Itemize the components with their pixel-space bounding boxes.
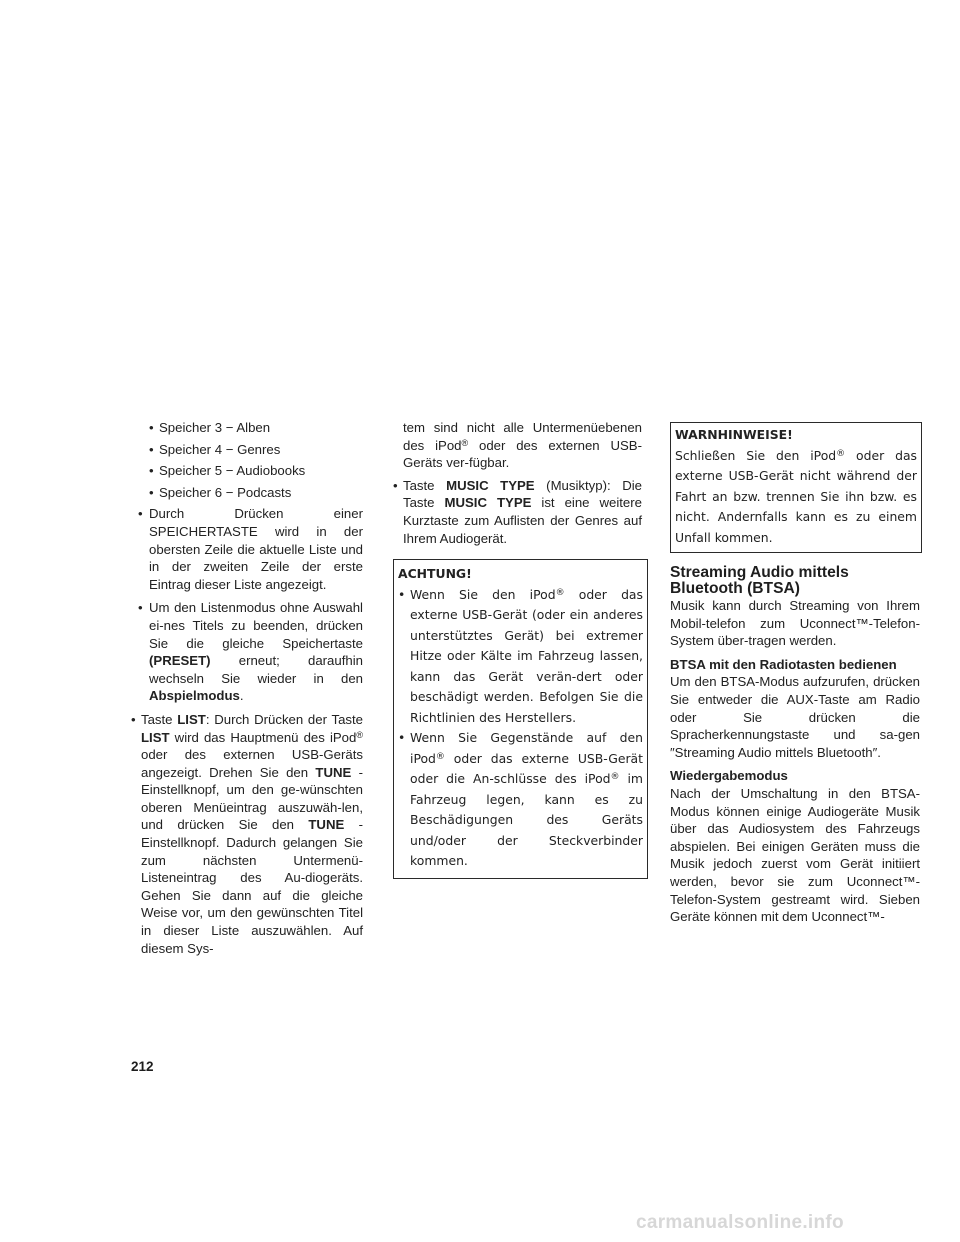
registered-mark: ® bbox=[461, 437, 469, 448]
warning-title: WARNHINWEISE! bbox=[675, 427, 793, 442]
list-item bbox=[131, 711, 363, 957]
paragraph: Musik kann durch Streaming von Ihrem Mobil-telefon zum Uconnect™-Telefon-System über-tragen werden. bbox=[670, 598, 920, 649]
list-item bbox=[131, 441, 363, 459]
list-item bbox=[131, 484, 363, 502]
tune-key-label: TUNE bbox=[308, 817, 345, 833]
caution-item-text: Wenn Sie Gegenstände auf den iPod® oder das externe USB-Gerät oder die An-schlüsse des iPod® im Fahrzeug legen, kann es zu Beschädigungen des Geräts und/oder der Steckverbinder kommen. bbox=[410, 730, 643, 869]
registered-mark: ® bbox=[356, 729, 363, 740]
column-1 bbox=[131, 419, 363, 957]
list-item bbox=[131, 599, 363, 705]
registered-mark: ® bbox=[435, 751, 445, 762]
list-item bbox=[131, 505, 363, 593]
list-item-text: Durch Drücken einer SPEICHERTASTE wird in der obersten Zeile die aktuelle Liste und in der zweiten Zeile der erste Eintrag dieser Liste angezeigt. bbox=[149, 506, 363, 592]
paragraph: Um den BTSA-Modus aufzurufen, drücken Sie entweder die AUX-Taste am Radio oder Sie drücken die Spracherkennungstaste und sa-gen ″Streaming Audio mittels Bluetooth″. bbox=[670, 674, 920, 760]
warning-text: Schließen Sie den iPod® oder das externe USB-Gerät nicht während der Fahrt an bzw. trennen Sie ihn bzw. es nicht. Andernfalls kann es zu einem Unfall kommen. bbox=[675, 447, 917, 545]
list-item bbox=[393, 477, 642, 547]
list-item-text: Speicher 3 − Alben bbox=[159, 420, 271, 435]
section-heading: Streaming Audio mittels Bluetooth (BTSA) bbox=[670, 564, 849, 597]
list-item-text: Taste LIST: Durch Drücken der Taste LIST wird das Hauptmenü des iPod® oder des externen USB-Geräts angezeigt. Drehen Sie den TUNE -Einstellknopf, um den ge-wünschten oberen Menüeintrag auszuwäh-len, und drücken Sie den TUNE -Einstellknopf. Dadurch gelangen Sie zum nächsten Untermenü-Listeneintrag des Au-diogeräts. Gehen Sie dann auf die gleiche Weise vor, um den gewünschten Titel in dieser Liste auszuwählen. Auf diesem Sys- bbox=[141, 711, 363, 956]
caution-box bbox=[393, 559, 648, 879]
music-type-key-label: MUSIC TYPE bbox=[444, 495, 532, 511]
list-item bbox=[131, 419, 363, 437]
bullet: • bbox=[138, 506, 143, 522]
list-item-text: Speicher 5 − Audiobooks bbox=[159, 463, 306, 479]
column-2 bbox=[393, 419, 642, 879]
caution-title: ACHTUNG! bbox=[398, 566, 472, 582]
bullet: • bbox=[393, 477, 398, 493]
list-item-text: Speicher 6 − Podcasts bbox=[159, 484, 292, 500]
bullet: • bbox=[131, 711, 136, 727]
bullet: • bbox=[149, 420, 154, 435]
music-type-key-label: MUSIC TYPE bbox=[446, 477, 535, 493]
bullet: • bbox=[398, 730, 406, 746]
caution-item-text: Wenn Sie den iPod® oder das externe USB-Gerät (oder ein anderes unterstütztes Gerät) bei extremer Hitze oder Kälte im Fahrzeug lassen, kann das Gerät verän-dert oder beschädigt werden. Befolgen Sie die Richtlinien des Herstellers. bbox=[410, 586, 643, 725]
preset-key-label: (PRESET) bbox=[149, 653, 211, 669]
tune-key-label: TUNE bbox=[315, 764, 352, 780]
page-number: 212 bbox=[131, 1059, 154, 1074]
registered-mark: ® bbox=[836, 448, 846, 459]
caution-item bbox=[398, 585, 643, 729]
list-item-text: Taste MUSIC TYPE (Musiktyp): Die Taste MUSIC TYPE ist eine weitere Kurztaste zum Auflisten der Genres auf Ihrem Audiogerät. bbox=[403, 477, 643, 546]
bullet: • bbox=[398, 586, 406, 602]
registered-mark: ® bbox=[555, 587, 565, 598]
list-item bbox=[131, 462, 363, 480]
paragraph-continuation: tem sind nicht alle Untermenüebenen des iPod® oder des externen USB-Geräts ver-fügbar. bbox=[403, 420, 642, 471]
subsection-heading: BTSA mit den Radiotasten bedienen bbox=[670, 656, 897, 672]
play-mode-label: Abspielmodus bbox=[149, 688, 240, 704]
registered-mark: ® bbox=[610, 772, 620, 783]
bullet: • bbox=[149, 484, 154, 500]
column-3 bbox=[670, 422, 920, 926]
warning-box bbox=[670, 422, 922, 553]
list-item-text: Um den Listenmodus ohne Auswahl ei-nes Titels zu beenden, drücken Sie die gleiche Speichertaste (PRESET) erneut; daraufhin wechseln Sie wieder in den Abspielmodus. bbox=[149, 600, 363, 704]
list-key-label: LIST bbox=[177, 711, 206, 727]
bullet: • bbox=[149, 463, 154, 479]
paragraph: Nach der Umschaltung in den BTSA-Modus können einige Audiogeräte Musik über das Audiosystem des Fahrzeugs abspielen. Bei einigen Geräten muss die Musik jedoch zuerst vom Gerät initiiert werden, bevor sie zum Uconnect™-Telefon-System gestreamt wird. Sieben Geräte können mit dem Uconnect™- bbox=[670, 785, 920, 925]
caution-item bbox=[398, 728, 643, 872]
bullet: • bbox=[138, 600, 143, 616]
list-item-text: Speicher 4 − Genres bbox=[159, 441, 281, 457]
subsection-heading: Wiedergabemodus bbox=[670, 768, 788, 784]
bullet: • bbox=[149, 441, 154, 457]
watermark: carmanualsonline.info bbox=[636, 1212, 844, 1233]
list-key-label: LIST bbox=[141, 729, 170, 745]
